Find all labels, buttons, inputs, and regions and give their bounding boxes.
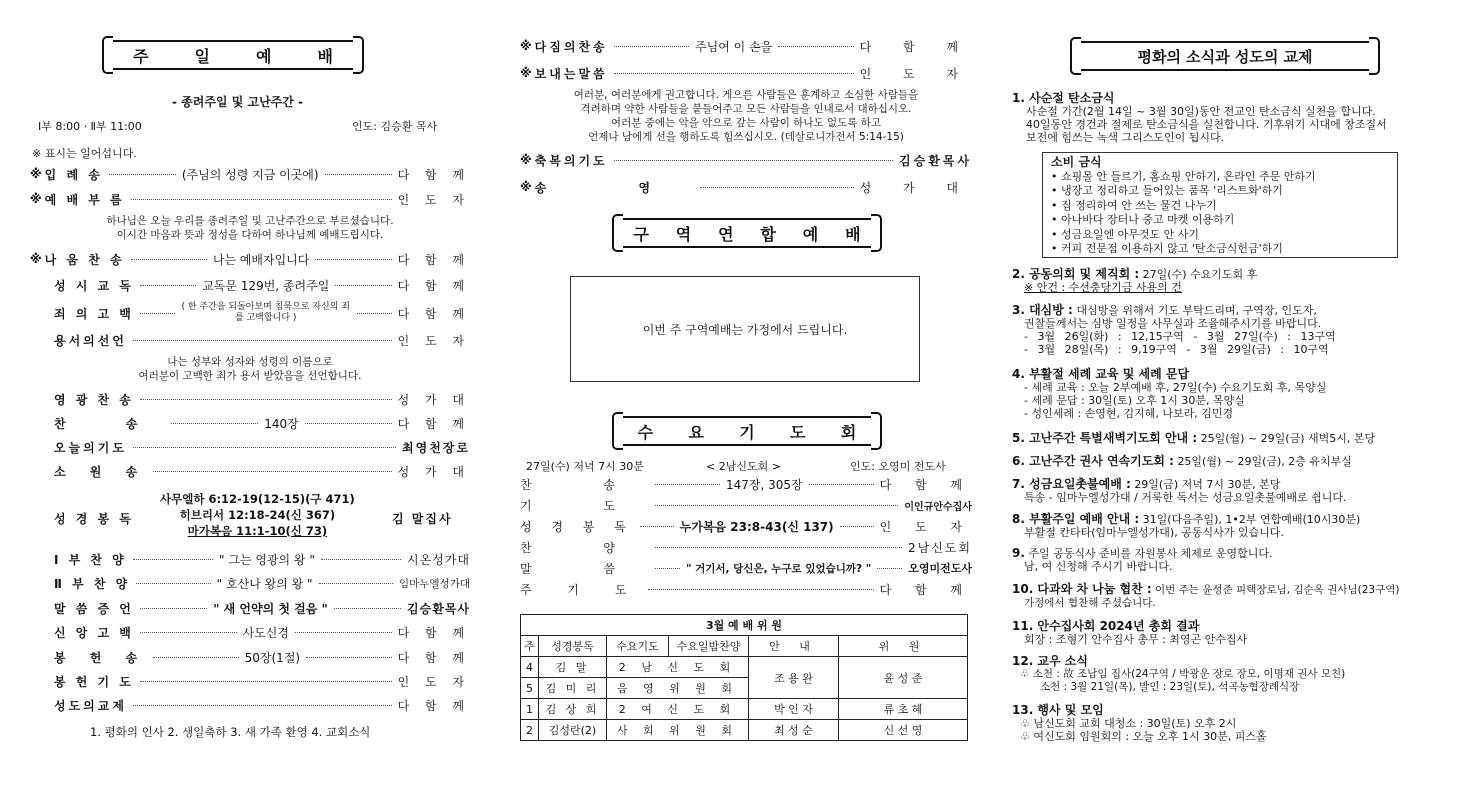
scripture-passages: 사무엘하 6:12-19(12-15)(구 471) 히브리서 12:18-24(신 367) 마가복음 11:1-10(신 73) <box>160 492 355 538</box>
sunday-worship-banner <box>108 40 358 70</box>
march-worship-committee-table <box>520 614 968 741</box>
order-label: 오늘의기도 <box>54 440 127 455</box>
pardon-text: 나는 성부와 성자와 성령의 이름으로 여러분이 고백한 죄가 용서 받았음을 선언합니다. <box>138 356 362 382</box>
wednesday-row: 주 기 도 다 함 께 <box>520 582 972 597</box>
order-label: Ⅱ 부 찬 양 <box>54 576 131 591</box>
order-row: ※ 나 움 찬 송 나는 예배자입니다 다 함 께 <box>30 252 471 267</box>
order-row: Ⅰ 부 찬 양 " 그는 영광의 왕 " 시온성가대 <box>54 552 471 567</box>
banner-char: 예 <box>256 46 272 66</box>
list-item: • 성금요일엔 아무것도 안 사기 <box>1051 227 1199 241</box>
fellowship-items: 1. 평화의 인사 2. 생일축하 3. 새 가족 환영 4. 교회소식 <box>90 725 371 739</box>
order-row: 오늘의기도 최영천장로 <box>54 440 470 455</box>
banner-char: 배 <box>317 46 333 66</box>
news-item: 10. 다과와 차 나눔 협찬 : 이번 주는 윤성준 피택장로님, 김순옥 권사님(23구역) 가정에서 협찬해 주셨습니다. <box>1012 582 1400 609</box>
list-item: • 냉장고 정리하고 들어있는 품목 '리스트화'하기 <box>1051 184 1283 197</box>
order-label: 신 앙 고 백 <box>54 625 134 640</box>
news-item: 9. 주일 공동식사 준비를 자원봉사 체제로 운영합니다. 남, 여 신청해 주시기 바랍니다. <box>1012 546 1273 573</box>
order-label: 성 시 교 독 <box>54 278 134 293</box>
order-row: 찬 송 140장 다 함 께 <box>54 416 470 431</box>
banner-char: 역 <box>675 224 692 244</box>
banner-char: 회 <box>840 422 857 442</box>
news-item: 6. 고난주간 권사 연속기도회 : 25일(월) ~ 29일(금), 2층 유치부실 <box>1012 454 1352 468</box>
order-label: 봉 헌 송 <box>54 650 148 665</box>
order-label: 기 도 <box>520 498 649 513</box>
stand-note: ※ 표시는 일어섭니다. <box>32 147 137 160</box>
table-header: 안 내 <box>749 636 839 657</box>
banner-char: 기 <box>739 422 755 442</box>
order-row: ※ 송 영 성 가 대 <box>520 180 972 195</box>
order-row: ※ 보내는말씀 인 도 자 <box>520 66 972 81</box>
sending-text: 여러분, 여러분에게 권고합니다. 게으른 사람들은 훈계하고 소심한 사람들을 격려하며 약한 사람들을 붙들어주고 모든 사람들을 인내로서 대하십시오. 여러분 중에는 악을 악으로 갚는 사람이 하나도 없도록 하고 언제나 남에게 선을 행하도록 힘쓰십시오. (데살로니가전서 5:14-15) <box>573 89 919 143</box>
district-notice-box <box>570 276 920 382</box>
order-row: 죄 의 고 백 ( 한 주간을 되돌아보며 침묵으로 자신의 죄를 고백합니다 ) 다 함 께 <box>54 302 470 323</box>
list-item: • 커피 전문점 이용하지 않고 '탄소금식헌금'하기 <box>1051 242 1283 255</box>
table-header: 수요일밤찬양 <box>669 636 749 657</box>
order-label: 찬 송 <box>520 477 649 492</box>
order-label: 축복의기도 <box>534 153 608 168</box>
table-title: 3월 예 배 위 원 <box>521 615 968 636</box>
order-label: 다짐의찬송 <box>534 39 608 54</box>
news-item: 12. 교우 소식 ♧ 소천 : 故 조남임 집사(24구역 / 박광운 장로 장모, 이명재 권사 모친) 소천 : 3월 21일(목), 발인 : 23일(토), 석곡농협장례식장 <box>1012 654 1346 693</box>
wednesday-leader: 인도: 오영미 전도사 <box>850 460 946 473</box>
order-row: 말 씀 증 언 " 새 언약의 첫 걸음 " 김승환목사 <box>54 601 471 616</box>
order-label: 찬 송 <box>54 416 166 431</box>
wednesday-row: 말 씀 " 거기서, 당신은, 누구로 있었습니까? " 오영미전도사 <box>520 561 972 576</box>
table-header: 위 원 <box>839 636 968 657</box>
order-label: 찬 양 <box>520 540 649 555</box>
scripture-label: 성 경 봉 독 <box>54 512 134 526</box>
news-item: 1. 사순절 탄소금식 사순절 기간(2월 14일 ~ 3월 30일)동안 전교인 탄소금식 실천을 합니다. 40일동안 경건과 절제로 탄소금식을 실천합니다. 기후위기 시대에 창조질서 보전에 힘쓰는 녹색 그리스도인이 됩시다. <box>1012 91 1387 144</box>
banner-char: 합 <box>760 224 776 244</box>
middle-column <box>520 0 972 786</box>
district-notice: 이번 주 구역예배는 가정에서 드립니다. <box>642 322 848 337</box>
list-item: • 아나바다 장터나 중고 마켓 이용하기 <box>1051 213 1235 226</box>
scripture-reader: 김 말집사 <box>392 512 453 526</box>
order-label: 봉 헌 기 도 <box>54 674 134 689</box>
table-row: 4 김 말 2 남 신 도 회 조 용 완 윤 성 준 <box>521 657 968 678</box>
order-row: 성 시 교 독 교독문 129번, 종려주일 다 함 께 <box>54 278 470 293</box>
order-row: 성도의교제 다 함 께 <box>54 698 470 713</box>
wednesday-row: 찬 송 147장, 305장 다 함 께 <box>520 477 972 492</box>
banner-char: 예 <box>802 224 819 244</box>
district-worship-banner <box>618 218 876 248</box>
order-label: 죄 의 고 백 <box>54 306 134 321</box>
news-banner <box>1076 41 1374 71</box>
order-row: ※ 입 례 송 (주님의 성령 지금 이곳에) 다 함 께 <box>30 167 471 182</box>
news-item: 3. 대심방 : 대심방을 위해서 기도 부탁드리며, 구역장, 인도자, 권찰들께서는 심방 일정을 사무실과 조율해주시기를 바랍니다. - 3월 26일(화) : 12,15구역 - 3월 27일(수) : 13구역 - 3월 28일(목) : 9,19구역 - 3월 29일(금) : 10구역 <box>1012 303 1336 356</box>
banner-char: 주 <box>133 46 149 66</box>
news-item: 2. 공동의회 및 제직회 : 27일(수) 수요기도회 후 ※ 안건 : 수선충당기금 사용의 건 <box>1012 267 1258 294</box>
order-label: 입 례 송 <box>44 167 103 182</box>
order-label: 나 움 찬 송 <box>44 252 125 267</box>
table-header: 수요기도 <box>607 636 669 657</box>
banner-char: 도 <box>790 422 806 442</box>
wednesday-row: 성 경 봉 독 누가복음 23:8-43(신 137) 인 도 자 <box>520 519 972 534</box>
table-row: 2 김성란(2) 사 회 위 원 회 최 성 순 신 선 영 <box>521 720 968 741</box>
order-label: Ⅰ 부 찬 양 <box>54 552 127 567</box>
order-label: 송 영 <box>534 180 695 195</box>
news-item: 8. 부활주일 예배 안내 : 31일(다음주일), 1•2부 연합예배(10시30분) 부활절 칸타타(임마누엘성가대), 공동식사가 있습니다. <box>1012 512 1361 539</box>
wednesday-row: 기 도 이인규안수집사 <box>520 498 972 513</box>
order-label: 영 광 찬 송 <box>54 392 134 407</box>
list-item: • 쇼핑몰 안 들르기, 홈쇼핑 안하기, 온라인 주문 안하기 <box>1051 169 1316 183</box>
worship-order-column <box>30 0 470 786</box>
order-label: 성 경 봉 독 <box>520 519 634 534</box>
banner-char: 구 <box>633 224 649 244</box>
table-row: 5 김 미 리 음 영 위 원 회 <box>521 678 968 699</box>
order-row: 소 원 송 성 가 대 <box>54 464 470 479</box>
wednesday-row: 찬 양 2남신도회 <box>520 540 972 555</box>
order-row: 영 광 찬 송 성 가 대 <box>54 392 470 407</box>
order-row: 용서의선언 인 도 자 <box>54 333 470 348</box>
table-header: 성경봉독 <box>539 636 607 657</box>
table-header: 주 <box>521 636 539 657</box>
order-label: 용서의선언 <box>54 333 127 348</box>
order-label: 성도의교제 <box>54 698 127 713</box>
news-item: 4. 부활절 세례 교육 및 세례 문답 - 세례 교육 : 오늘 2부예배 후, 27일(수) 수요기도회 후, 목양실 - 세례 문답 : 30일(토) 오후 1시 30분, 목양실 - 성인세례 : 손영현, 김지혜, 나보라, 김민경 <box>1012 367 1327 420</box>
order-row: 봉 헌 송 50장(1절) 다 함 께 <box>54 650 470 665</box>
banner-title: 평화의 소식과 성도의 교제 <box>1137 47 1313 66</box>
wednesday-prayer-banner <box>618 416 876 446</box>
worship-leader: 인도: 김승환 목사 <box>352 120 438 133</box>
banner-char: 연 <box>718 224 734 244</box>
order-label: 소 원 송 <box>54 464 148 479</box>
order-label: 보내는말씀 <box>534 66 608 81</box>
order-row: Ⅱ 부 찬 양 " 호산나 왕의 왕 " 임마누엘성가대 <box>54 576 470 591</box>
order-row: ※ 축복의기도 김승환목사 <box>520 153 972 168</box>
order-row: ※ 다짐의찬송 주님여 이 손을 다 함 께 <box>520 39 973 54</box>
call-text: 하나님은 오늘 우리를 종려주일 및 고난주간으로 부르셨습니다. 이시간 마음과 뜻과 정성을 다하여 하나님께 예배드립시다. <box>106 215 394 241</box>
news-item: 13. 행사 및 모임 ♧ 남신도회 교회 대청소 : 30일(토) 오후 2시 ♧ 여신도회 임원회의 : 오늘 오후 1시 30분, 피스홀 <box>1012 703 1267 743</box>
fast-title: 소비 금식 <box>1051 155 1102 169</box>
news-column <box>1012 0 1448 786</box>
order-label: 주 기 도 <box>520 582 643 597</box>
order-label: 말 씀 증 언 <box>54 601 134 616</box>
subtitle: - 종려주일 및 고난주간 - <box>172 95 304 109</box>
banner-char: 일 <box>194 46 210 66</box>
wednesday-time: 27일(수) 저녁 7시 30분 <box>526 460 644 473</box>
banner-char: 요 <box>688 422 704 442</box>
table-row: 1 김 상 희 2 여 신 도 회 박 인 자 류 초 혜 <box>521 699 968 720</box>
service-times: Ⅰ부 8:00 · Ⅱ부 11:00 <box>38 120 142 133</box>
news-item: 7. 성금요일촛불예배 : 29일(금) 저녁 7시 30분, 본당 특송 - 임마누엘성가대 / 거룩한 독서는 성금요일촛불예배로 쉽니다. <box>1012 477 1347 504</box>
order-label: 예 배 부 름 <box>44 192 125 207</box>
consumption-fast-box <box>1042 152 1398 258</box>
order-row: 신 앙 고 백 사도신경 다 함 께 <box>54 625 470 640</box>
banner-char: 수 <box>637 422 654 442</box>
list-item: • 집 정리하여 안 쓰는 물건 나누기 <box>1051 198 1217 212</box>
order-label: 말 씀 <box>520 561 649 576</box>
news-item: 11. 안수집사회 2024년 총회 결과 회장 : 조형기 안수집사 총무 : 최영곤 안수집사 <box>1012 619 1248 646</box>
banner-char: 배 <box>845 224 861 244</box>
order-row: ※ 예 배 부 름 인 도 자 <box>30 192 470 207</box>
wednesday-group: < 2남신도회 > <box>706 460 781 473</box>
news-item: 5. 고난주간 특별새벽기도회 안내 : 25일(월) ~ 29일(금) 새벽5시, 본당 <box>1012 431 1376 445</box>
order-row: 봉 헌 기 도 인 도 자 <box>54 674 470 689</box>
